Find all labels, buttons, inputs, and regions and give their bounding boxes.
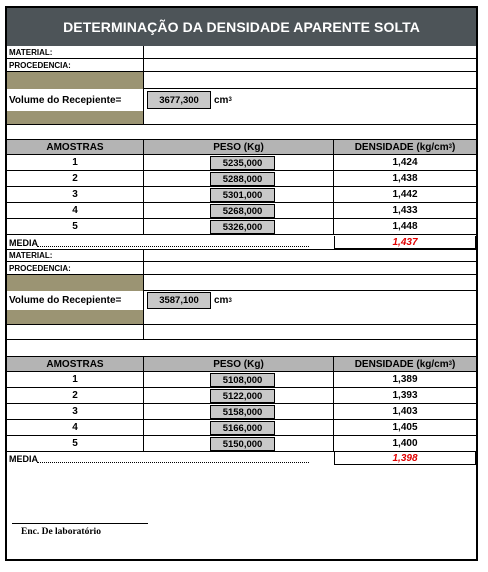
media-row-2 bbox=[7, 452, 476, 465]
peso-value: 5158,000 bbox=[210, 405, 275, 419]
peso-value: 5326,000 bbox=[210, 220, 275, 234]
amostra-cell: 3 bbox=[7, 404, 144, 420]
volume-row-2 bbox=[7, 291, 476, 310]
table-row bbox=[7, 219, 476, 235]
peso-value: 5288,000 bbox=[210, 172, 275, 186]
media-value: 1,437 bbox=[334, 236, 476, 249]
material-value bbox=[144, 46, 476, 59]
material-row-2 bbox=[7, 249, 476, 262]
procedencia-row-1 bbox=[7, 59, 476, 72]
volume-label: Volume do Recepiente= bbox=[7, 291, 144, 310]
empty-cell bbox=[7, 340, 476, 357]
volume-label: Volume do Recepiente= bbox=[7, 89, 144, 111]
blank-row-1 bbox=[7, 125, 476, 140]
densidade-cell: 1,448 bbox=[334, 219, 476, 235]
peso-value: 5122,000 bbox=[210, 389, 275, 403]
amostra-cell: 5 bbox=[7, 219, 144, 235]
dotted-line bbox=[37, 462, 309, 463]
densidade-cell: 1,438 bbox=[334, 171, 476, 187]
table-row bbox=[7, 388, 476, 404]
procedencia-label: PROCEDENCIA: bbox=[7, 59, 144, 72]
spacer-row-2b bbox=[7, 310, 476, 325]
blank-row-2b bbox=[7, 340, 476, 357]
media-label: MEDIA bbox=[9, 453, 38, 464]
amostra-cell: 4 bbox=[7, 420, 144, 436]
spacer-row-1 bbox=[7, 72, 476, 89]
peso-value: 5301,000 bbox=[210, 188, 275, 202]
signature-line bbox=[12, 523, 148, 524]
peso-cell bbox=[144, 155, 334, 171]
peso-cell bbox=[144, 420, 334, 436]
peso-cell bbox=[144, 436, 334, 452]
densidade-cell: 1,433 bbox=[334, 203, 476, 219]
table-row bbox=[7, 372, 476, 388]
empty-cell bbox=[144, 325, 476, 340]
empty-cell bbox=[144, 275, 476, 291]
col-peso: PESO (Kg) bbox=[144, 140, 334, 155]
empty-cell bbox=[144, 72, 476, 89]
peso-value: 5166,000 bbox=[210, 421, 275, 435]
amostra-cell: 4 bbox=[7, 203, 144, 219]
procedencia-row-2 bbox=[7, 262, 476, 275]
col-densidade: DENSIDADE (kg/cm 3 ) bbox=[334, 357, 476, 372]
signature-label: Enc. De laboratório bbox=[21, 527, 101, 537]
table-header-2 bbox=[7, 357, 476, 372]
col-densidade: DENSIDADE (kg/cm 3 ) bbox=[334, 140, 476, 155]
table-row bbox=[7, 187, 476, 203]
peso-value: 5108,000 bbox=[210, 373, 275, 387]
amostra-cell: 1 bbox=[7, 372, 144, 388]
peso-value: 5235,000 bbox=[210, 156, 275, 170]
dotted-line bbox=[37, 246, 309, 247]
peso-value: 5150,000 bbox=[210, 437, 275, 451]
amostra-cell: 2 bbox=[7, 171, 144, 187]
material-label: MATERIAL: bbox=[7, 46, 144, 59]
blank-row-2 bbox=[7, 325, 476, 340]
table-row bbox=[7, 171, 476, 187]
volume-value: 3587,100 bbox=[147, 292, 211, 309]
empty-cell bbox=[144, 111, 476, 125]
media-label: MEDIA bbox=[9, 237, 38, 248]
peso-cell bbox=[144, 404, 334, 420]
table-row bbox=[7, 436, 476, 452]
media-value: 1,398 bbox=[334, 452, 476, 465]
table-header-1 bbox=[7, 140, 476, 155]
spacer-row-1b bbox=[7, 111, 476, 125]
volume-unit: cm 3 bbox=[214, 94, 232, 106]
spacer-row-2 bbox=[7, 275, 476, 291]
table-row bbox=[7, 203, 476, 219]
material-row-1 bbox=[7, 46, 476, 59]
peso-value: 5268,000 bbox=[210, 204, 275, 218]
amostra-cell: 5 bbox=[7, 436, 144, 452]
col-amostras: AMOSTRAS bbox=[7, 357, 144, 372]
densidade-cell: 1,442 bbox=[334, 187, 476, 203]
procedencia-value bbox=[144, 262, 476, 275]
amostra-cell: 3 bbox=[7, 187, 144, 203]
table-row bbox=[7, 404, 476, 420]
procedencia-label: PROCEDENCIA: bbox=[7, 262, 144, 275]
table-row bbox=[7, 420, 476, 436]
media-row-1 bbox=[7, 236, 476, 249]
olive-block bbox=[7, 310, 144, 325]
procedencia-value bbox=[144, 59, 476, 72]
empty-cell bbox=[7, 125, 476, 140]
olive-block bbox=[7, 111, 144, 125]
densidade-cell: 1,393 bbox=[334, 388, 476, 404]
density-sheet bbox=[5, 6, 478, 561]
volume-unit: cm 3 bbox=[214, 295, 232, 306]
volume-row-1 bbox=[7, 89, 476, 111]
peso-cell bbox=[144, 372, 334, 388]
amostra-cell: 2 bbox=[7, 388, 144, 404]
densidade-cell: 1,389 bbox=[334, 372, 476, 388]
material-label: MATERIAL: bbox=[7, 249, 144, 262]
peso-cell bbox=[144, 203, 334, 219]
sheet-title: DETERMINAÇÃO DA DENSIDADE APARENTE SOLTA bbox=[7, 8, 476, 46]
olive-block bbox=[7, 275, 144, 291]
peso-cell bbox=[144, 187, 334, 203]
amostra-cell: 1 bbox=[7, 155, 144, 171]
material-value bbox=[144, 249, 476, 262]
empty-cell bbox=[144, 310, 476, 325]
empty-cell bbox=[7, 325, 144, 340]
col-amostras: AMOSTRAS bbox=[7, 140, 144, 155]
peso-cell bbox=[144, 171, 334, 187]
olive-block bbox=[7, 72, 144, 89]
peso-cell bbox=[144, 219, 334, 235]
col-peso: PESO (Kg) bbox=[144, 357, 334, 372]
peso-cell bbox=[144, 388, 334, 404]
densidade-cell: 1,405 bbox=[334, 420, 476, 436]
table-row bbox=[7, 155, 476, 171]
densidade-cell: 1,400 bbox=[334, 436, 476, 452]
volume-value: 3677,300 bbox=[147, 91, 211, 109]
densidade-cell: 1,424 bbox=[334, 155, 476, 171]
densidade-cell: 1,403 bbox=[334, 404, 476, 420]
